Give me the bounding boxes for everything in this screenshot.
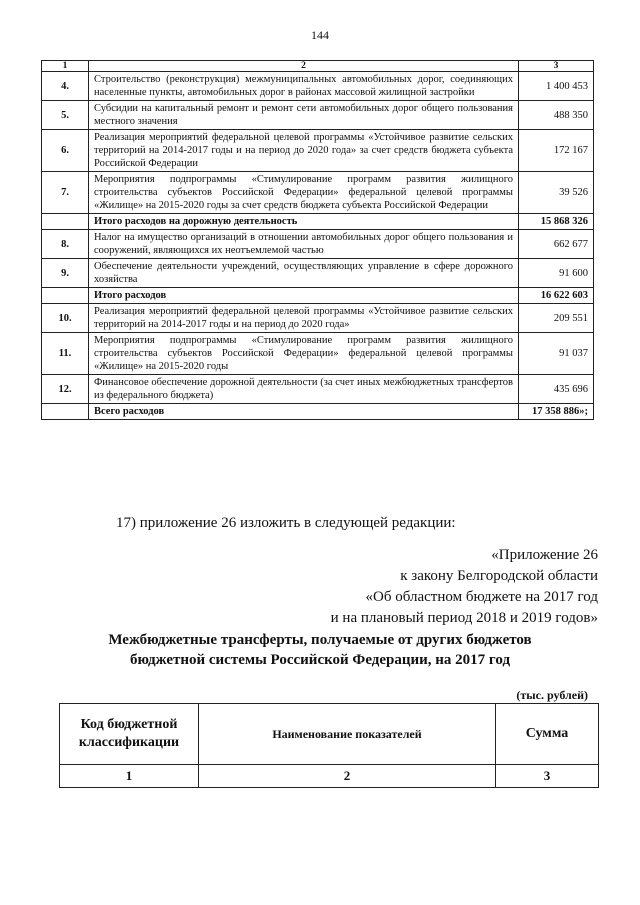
transfers-header-row [60,704,599,765]
row-sum: 435 696 [519,375,594,404]
page-number: 144 [311,28,329,42]
appendix-line: к закону Белгородской области [400,568,598,584]
row-name: Строительство (реконструкция) межмуниципальных автомобильных дорог, соединяющих населенные пункты, автомобильных дорог в районах массовой жилищной застройки [89,72,519,101]
appendix-line: «Приложение 26 [491,547,598,563]
title-line: бюджетной системы Российской Федерации, на 2017 год [129,652,511,668]
header-col-1: 1 [42,61,89,72]
row-name: Итого расходов на дорожную деятельность [89,214,519,230]
table-header-row [42,61,594,72]
row-name: Налог на имущество организаций в отношении автомобильных дорог общего пользования и сооружений, являющихся их неотъемлемой частью [89,230,519,259]
total-row [42,288,594,304]
col-name-header: Наименование показателей [199,704,496,765]
row-name: Итого расходов [89,288,519,304]
row-number: 12. [42,375,89,404]
row-number [42,214,89,230]
row-name: Реализация мероприятий федеральной целевой программы «Устойчивое развитие сельских территорий на 2014-2017 годы и на период до 2020 года» за счет средств бюджета субъекта Российской Федерации [89,130,519,172]
row-number: 4. [42,72,89,101]
row-name: Субсидии на капитальный ремонт и ремонт сети автомобильных дорог общего пользования местного значения [89,101,519,130]
header-col-2: 2 [89,61,519,72]
appendix-heading [331,545,598,629]
row-number: 8. [42,230,89,259]
col-num-1: 1 [60,765,199,788]
header-col-3: 3 [519,61,594,72]
row-sum: 91 037 [519,333,594,375]
row-number: 5. [42,101,89,130]
title-line: Межбюджетные трансферты, получаемые от других бюджетов [108,632,532,648]
col-sum-header: Сумма [496,704,599,765]
row-sum: 1 400 453 [519,72,594,101]
col-num-3: 3 [496,765,599,788]
row-sum: 91 600 [519,259,594,288]
row-sum: 17 358 886»; [519,404,594,420]
row-sum: 39 526 [519,172,594,214]
row-number: 10. [42,304,89,333]
row-number: 11. [42,333,89,375]
table-row [42,101,594,130]
transfers-table [59,703,599,788]
table-row [42,375,594,404]
row-name: Финансовое обеспечение дорожной деятельности (за счет иных межбюджетных трансфертов из федерального бюджета) [89,375,519,404]
row-number: 6. [42,130,89,172]
transfers-number-row [60,765,599,788]
appendix-line: «Об областном бюджете на 2017 год [365,589,598,605]
row-number [42,404,89,420]
row-name: Реализация мероприятий федеральной целевой программы «Устойчивое развитие сельских территорий на 2014-2017 годы и на период до 2020 года» [89,304,519,333]
row-number: 7. [42,172,89,214]
row-sum: 209 551 [519,304,594,333]
amendment-paragraph: 17) приложение 26 изложить в следующей редакции: [116,515,456,531]
row-sum: 15 868 326 [519,214,594,230]
row-name: Всего расходов [89,404,519,420]
total-row [42,214,594,230]
row-sum: 662 677 [519,230,594,259]
col-code-header: Код бюджетной классификации [60,704,199,765]
row-sum: 172 167 [519,130,594,172]
units-label: (тыс. рублей) [516,688,588,702]
expenses-table [41,60,594,420]
table-row [42,259,594,288]
row-number: 9. [42,259,89,288]
table-row [42,172,594,214]
table-row [42,72,594,101]
row-name: Обеспечение деятельности учреждений, осуществляющих управление в сфере дорожного хозяйства [89,259,519,288]
appendix-line: и на плановый период 2018 и 2019 годов» [330,610,598,626]
table-row [42,130,594,172]
row-sum: 488 350 [519,101,594,130]
table-row [42,333,594,375]
table-row [42,230,594,259]
table-row [42,304,594,333]
row-name: Мероприятия подпрограммы «Стимулирование программ развития жилищного строительства субъектов Российской Федерации» федеральной целевой программы «Жилище» на 2015-2020 годы [89,333,519,375]
col-num-2: 2 [199,765,496,788]
row-sum: 16 622 603 [519,288,594,304]
document-title [0,630,640,670]
row-name: Мероприятия подпрограммы «Стимулирование программ развития жилищного строительства субъектов Российской Федерации» федеральной целевой программы «Жилище» на 2015-2020 годы за счет средств бюджета субъекта Российской Федерации [89,172,519,214]
row-number [42,288,89,304]
total-row [42,404,594,420]
